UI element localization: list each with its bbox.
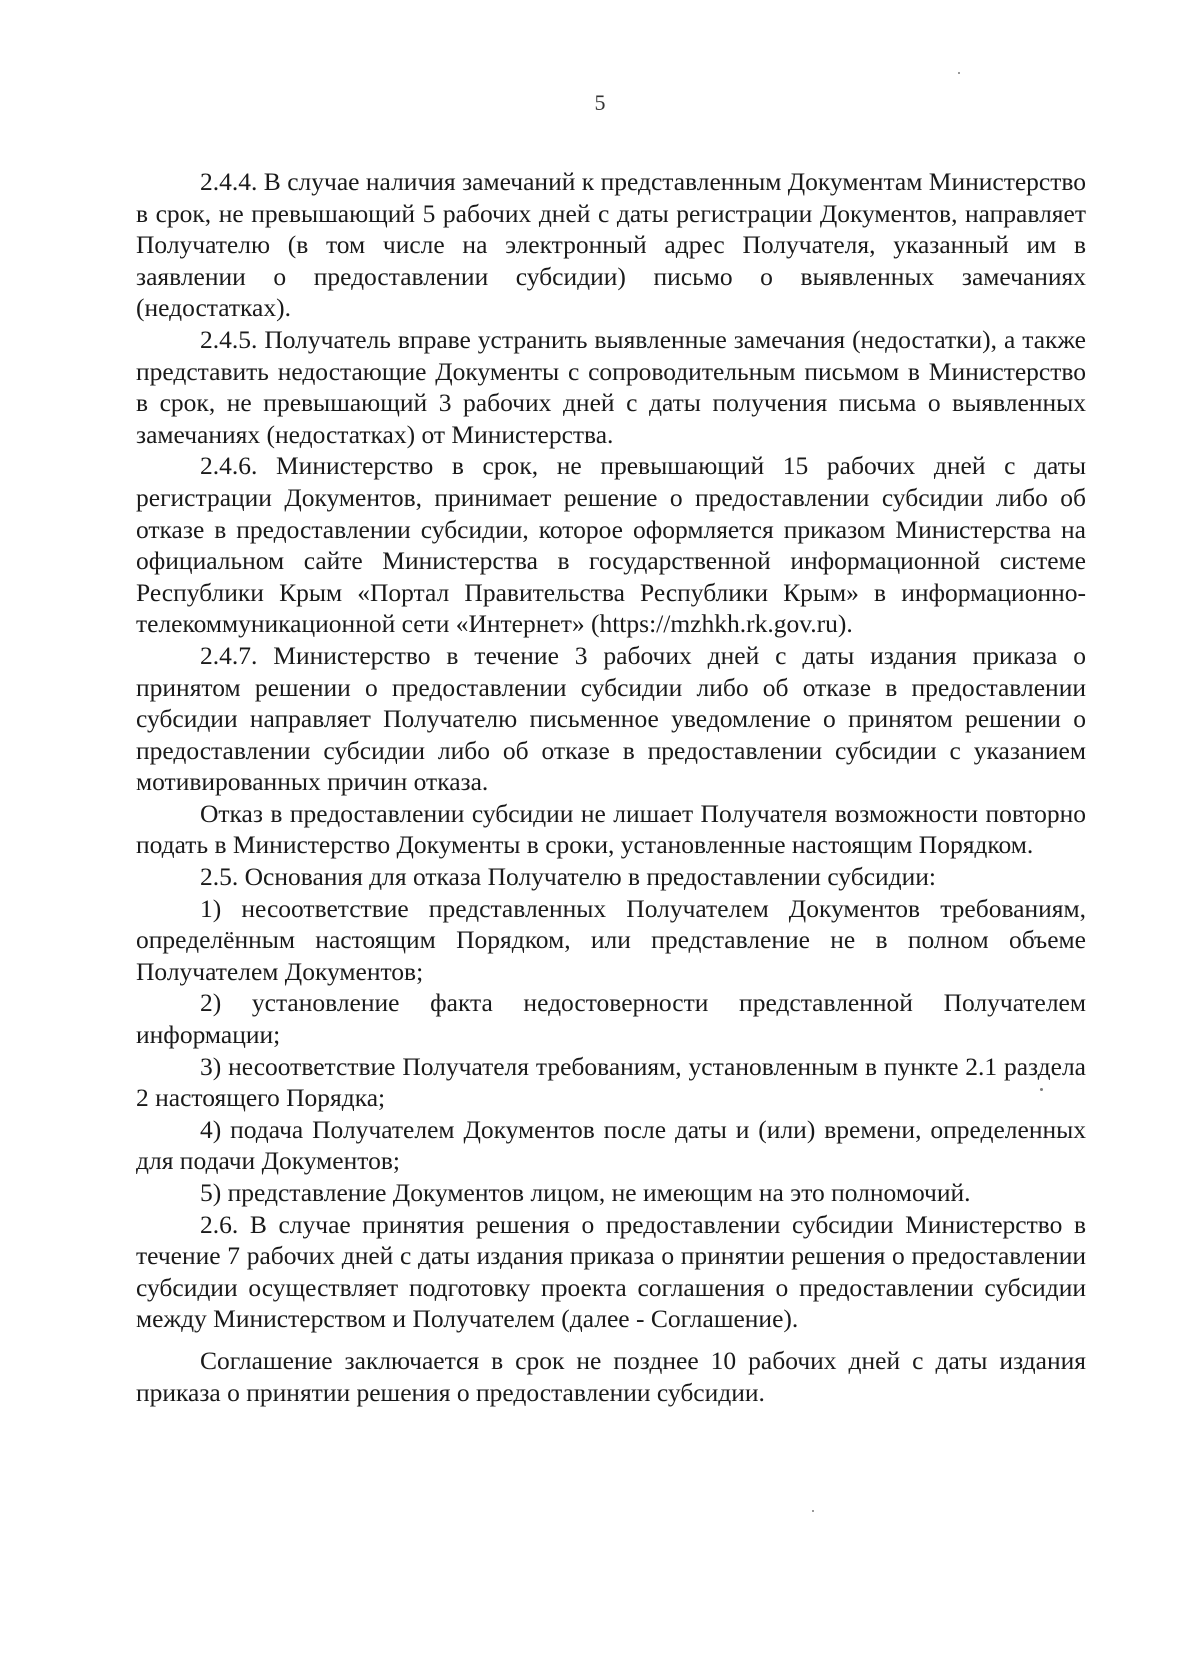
paragraph-2-4-5: 2.4.5. Получатель вправе устранить выявленные замечания (недостатки), а также представить недостающие Документы с сопроводительным письмом в Министерство в срок, не превышающий 3 рабочих дней с даты получения письма о выявленных замечаниях (недостатках) от Министерства.: [136, 324, 1086, 449]
paragraph-refusal-note: Отказ в предоставлении субсидии не лишает Получателя возможности повторно подать в Министерство Документы в сроки, установленные настоящим Порядком.: [136, 798, 1086, 860]
paragraph-agreement: Соглашение заключается в срок не позднее 10 рабочих дней с даты издания приказа о принятии решения о предоставлении субсидии.: [136, 1345, 1086, 1407]
paragraph-2-6: 2.6. В случае принятия решения о предоставлении субсидии Министерство в течение 7 рабочих дней с даты издания приказа о принятии решения о предоставлении субсидии осуществляет подготовку проекта соглашения о предоставлении субсидии между Министерством и Получателем (далее - Соглашение).: [136, 1209, 1086, 1334]
page-number: 5: [594, 90, 606, 115]
scan-speck: [1040, 1088, 1043, 1091]
paragraph-2-5: 2.5. Основания для отказа Получателю в предоставлении субсидии:: [200, 862, 937, 892]
list-item-3: 3) несоответствие Получателя требованиям, установленным в пункте 2.1 раздела 2 настоящего Порядка;: [136, 1051, 1086, 1113]
scan-speck: [958, 72, 960, 74]
list-item-1: 1) несоответствие представленных Получателем Документов требованиям, определённым настоящим Порядком, или представление не в полном объеме Получателем Документов;: [136, 893, 1086, 986]
scan-speck: [812, 1510, 814, 1512]
list-item-2: 2) установление факта недостоверности представленной Получателем информации;: [136, 988, 1086, 1050]
list-item-4: 4) подача Получателем Документов после даты и (или) времени, определенных для подачи Документов;: [136, 1114, 1086, 1176]
paragraph-2-4-4: 2.4.4. В случае наличия замечаний к представленным Документам Министерство в срок, не превышающий 5 рабочих дней с даты регистрации Документов, направляет Получателю (в том числе на электронный адрес Получателя, указанный им в заявлении о предоставлении субсидии) письмо о выявленных замечаниях (недостатках).: [136, 167, 1086, 323]
paragraph-2-4-6: 2.4.6. Министерство в срок, не превышающий 15 рабочих дней с даты регистрации Документов, принимает решение о предоставлении субсидии либо об отказе в предоставлении субсидии, которое оформляется приказом Министерства на официальном сайте Министерства в государственной информационной системе Республики Крым «Портал Правительства Республики Крым» в информационно-телекоммуникационной сети «Интернет» (https://mzhkh.rk.gov.ru).: [136, 451, 1086, 639]
list-item-5: 5) представление Документов лицом, не имеющим на это полномочий.: [200, 1178, 971, 1207]
document-body: [136, 166, 1086, 1408]
paragraph-2-4-7: 2.4.7. Министерство в течение 3 рабочих дней с даты издания приказа о принятом решении о предоставлении субсидии либо об отказе в предоставлении субсидии направляет Получателю письменное уведомление о принятом решении о предоставлении субсидии либо об отказе в предоставлении субсидии с указанием мотивированных причин отказа.: [136, 640, 1086, 797]
